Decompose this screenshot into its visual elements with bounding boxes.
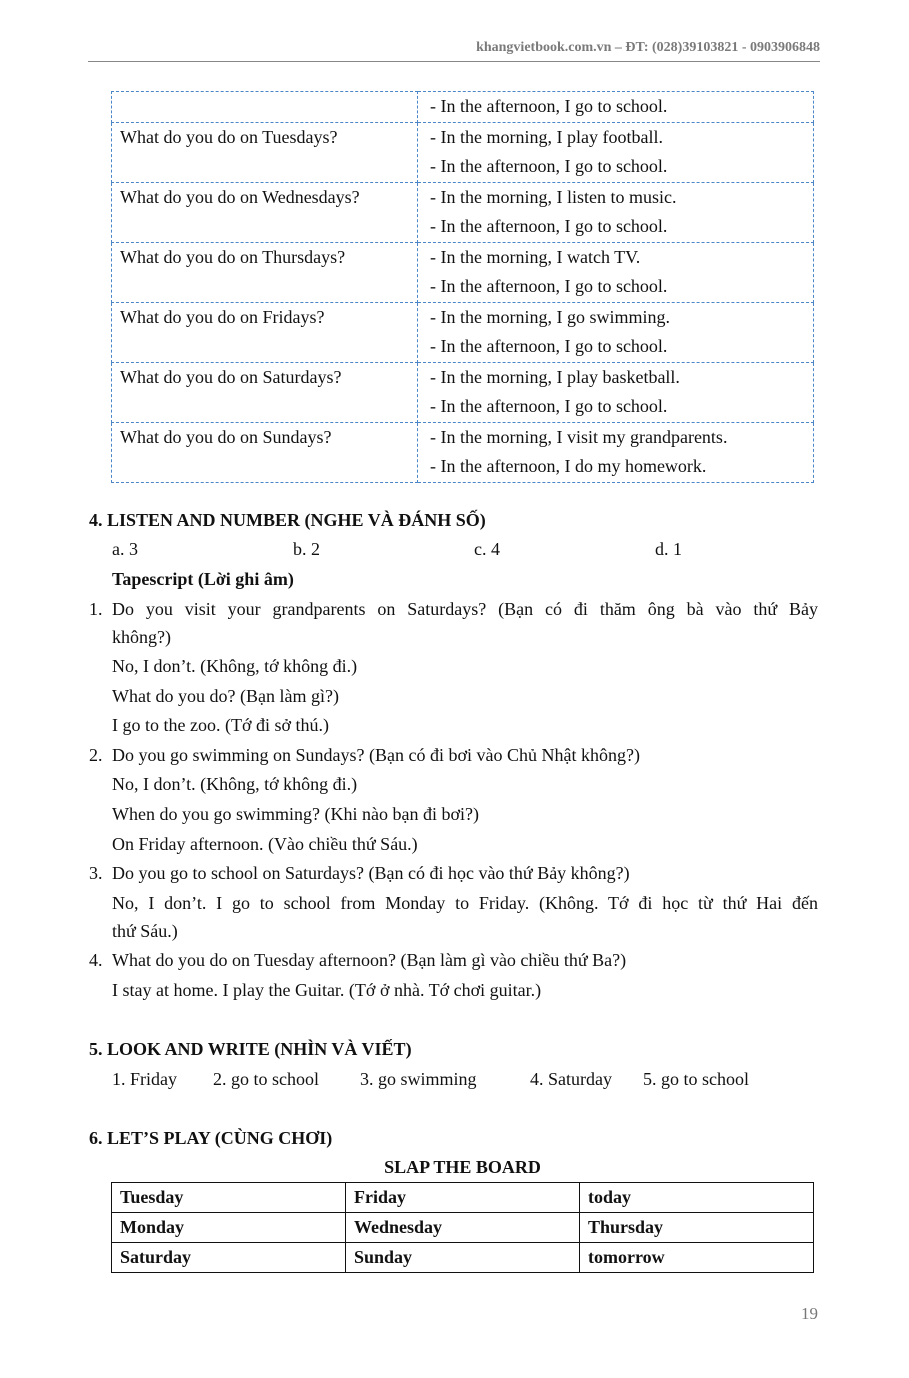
answer-cell <box>418 122 814 182</box>
board-cell: Friday <box>346 1183 580 1213</box>
answer-line: - In the afternoon, I go to school. <box>430 216 668 236</box>
slap-board-table <box>111 1182 814 1273</box>
table-row <box>112 242 814 302</box>
look-write-answer: 4. Saturday <box>530 1069 612 1089</box>
tapescript-line: No, I don’t. I go to school from Monday to Friday. (Không. Tớ đi học từ thứ Hai đến <box>112 893 818 913</box>
tapescript-line: What do you do? (Bạn làm gì?) <box>112 686 339 706</box>
answer-line: - In the afternoon, I do my homework. <box>430 456 707 476</box>
answer-line: - In the afternoon, I go to school. <box>430 96 668 116</box>
answer-line: - In the afternoon, I go to school. <box>430 156 668 176</box>
item-number: 3. <box>89 863 103 883</box>
table-row <box>112 1243 814 1273</box>
page-number: 19 <box>801 1304 818 1323</box>
answer-c: c. 4 <box>474 539 500 559</box>
answer-cell <box>418 92 814 123</box>
question-cell: What do you do on Tuesdays? <box>112 122 418 182</box>
table-row <box>112 92 814 123</box>
board-cell: tomorrow <box>580 1243 814 1273</box>
section-5-title: 5. LOOK AND WRITE (NHÌN VÀ VIẾT) <box>89 1039 412 1059</box>
board-cell: Thursday <box>580 1213 814 1243</box>
tapescript-line: What do you do on Tuesday afternoon? (Bạn làm gì vào chiều thứ Ba?) <box>112 950 627 970</box>
answer-a: a. 3 <box>112 539 138 559</box>
question-cell <box>112 92 418 123</box>
item-number: 4. <box>89 950 103 970</box>
answer-b: b. 2 <box>293 539 320 559</box>
table-row <box>112 302 814 362</box>
tapescript-line: không?) <box>112 627 171 647</box>
answer-cell <box>418 302 814 362</box>
answer-line: - In the afternoon, I go to school. <box>430 396 668 416</box>
look-write-answer: 1. Friday <box>112 1069 177 1089</box>
item-number: 1. <box>89 599 103 619</box>
board-cell: Sunday <box>346 1243 580 1273</box>
answer-cell <box>418 362 814 422</box>
schedule-table <box>111 91 814 483</box>
section-4-title: 4. LISTEN AND NUMBER (NGHE VÀ ĐÁNH SỐ) <box>89 510 486 530</box>
board-cell: today <box>580 1183 814 1213</box>
game-title: SLAP THE BOARD <box>384 1157 541 1177</box>
section-6-title: 6. LET’S PLAY (CÙNG CHƠI) <box>89 1128 333 1148</box>
table-row <box>112 362 814 422</box>
question-cell: What do you do on Saturdays? <box>112 362 418 422</box>
table-row <box>112 182 814 242</box>
answer-line: - In the afternoon, I go to school. <box>430 276 668 296</box>
answer-line: - In the morning, I play football. <box>430 126 663 147</box>
answer-line: - In the morning, I play basketball. <box>430 366 680 387</box>
board-cell: Wednesday <box>346 1213 580 1243</box>
item-number: 2. <box>89 745 103 765</box>
table-row <box>112 1183 814 1213</box>
answer-line: - In the morning, I watch TV. <box>430 246 641 267</box>
answer-d: d. 1 <box>655 539 682 559</box>
tapescript-line: I stay at home. I play the Guitar. (Tớ ở nhà. Tớ chơi guitar.) <box>112 980 542 1000</box>
answer-line: - In the afternoon, I go to school. <box>430 336 668 356</box>
tapescript-line: Do you go swimming on Sundays? (Bạn có đi bơi vào Chủ Nhật không?) <box>112 745 640 765</box>
question-cell: What do you do on Sundays? <box>112 422 418 482</box>
tapescript-line: thứ Sáu.) <box>112 921 178 941</box>
look-write-answer: 3. go swimming <box>360 1069 477 1089</box>
tapescript-line: When do you go swimming? (Khi nào bạn đi bơi?) <box>112 804 479 824</box>
answer-cell <box>418 242 814 302</box>
table-row <box>112 1213 814 1243</box>
board-cell: Saturday <box>112 1243 346 1273</box>
tapescript-line: I go to the zoo. (Tớ đi sở thú.) <box>112 715 330 735</box>
tapescript-line: No, I don’t. (Không, tớ không đi.) <box>112 656 358 676</box>
answer-line: - In the morning, I visit my grandparents. <box>430 426 728 447</box>
answer-line: - In the morning, I go swimming. <box>430 306 670 327</box>
question-cell: What do you do on Wednesdays? <box>112 182 418 242</box>
look-write-answer: 5. go to school <box>643 1069 749 1089</box>
answer-cell <box>418 182 814 242</box>
tapescript-line: Do you go to school on Saturdays? (Bạn có đi học vào thứ Bảy không?) <box>112 863 630 883</box>
table-row <box>112 422 814 482</box>
table-row <box>112 122 814 182</box>
tapescript-title: Tapescript (Lời ghi âm) <box>112 569 294 589</box>
question-cell: What do you do on Fridays? <box>112 302 418 362</box>
tapescript-line: Do you visit your grandparents on Saturdays? (Bạn có đi thăm ông bà vào thứ Bảy <box>112 599 818 619</box>
look-write-answer: 2. go to school <box>213 1069 319 1089</box>
board-cell: Tuesday <box>112 1183 346 1213</box>
tapescript-line: No, I don’t. (Không, tớ không đi.) <box>112 774 358 794</box>
board-cell: Monday <box>112 1213 346 1243</box>
answer-line: - In the morning, I listen to music. <box>430 186 677 207</box>
tapescript-line: On Friday afternoon. (Vào chiều thứ Sáu.) <box>112 834 418 854</box>
question-cell: What do you do on Thursdays? <box>112 242 418 302</box>
page-header: khangvietbook.com.vn – ĐT: (028)39103821 - 0903906848 <box>88 40 820 62</box>
answer-cell <box>418 422 814 482</box>
